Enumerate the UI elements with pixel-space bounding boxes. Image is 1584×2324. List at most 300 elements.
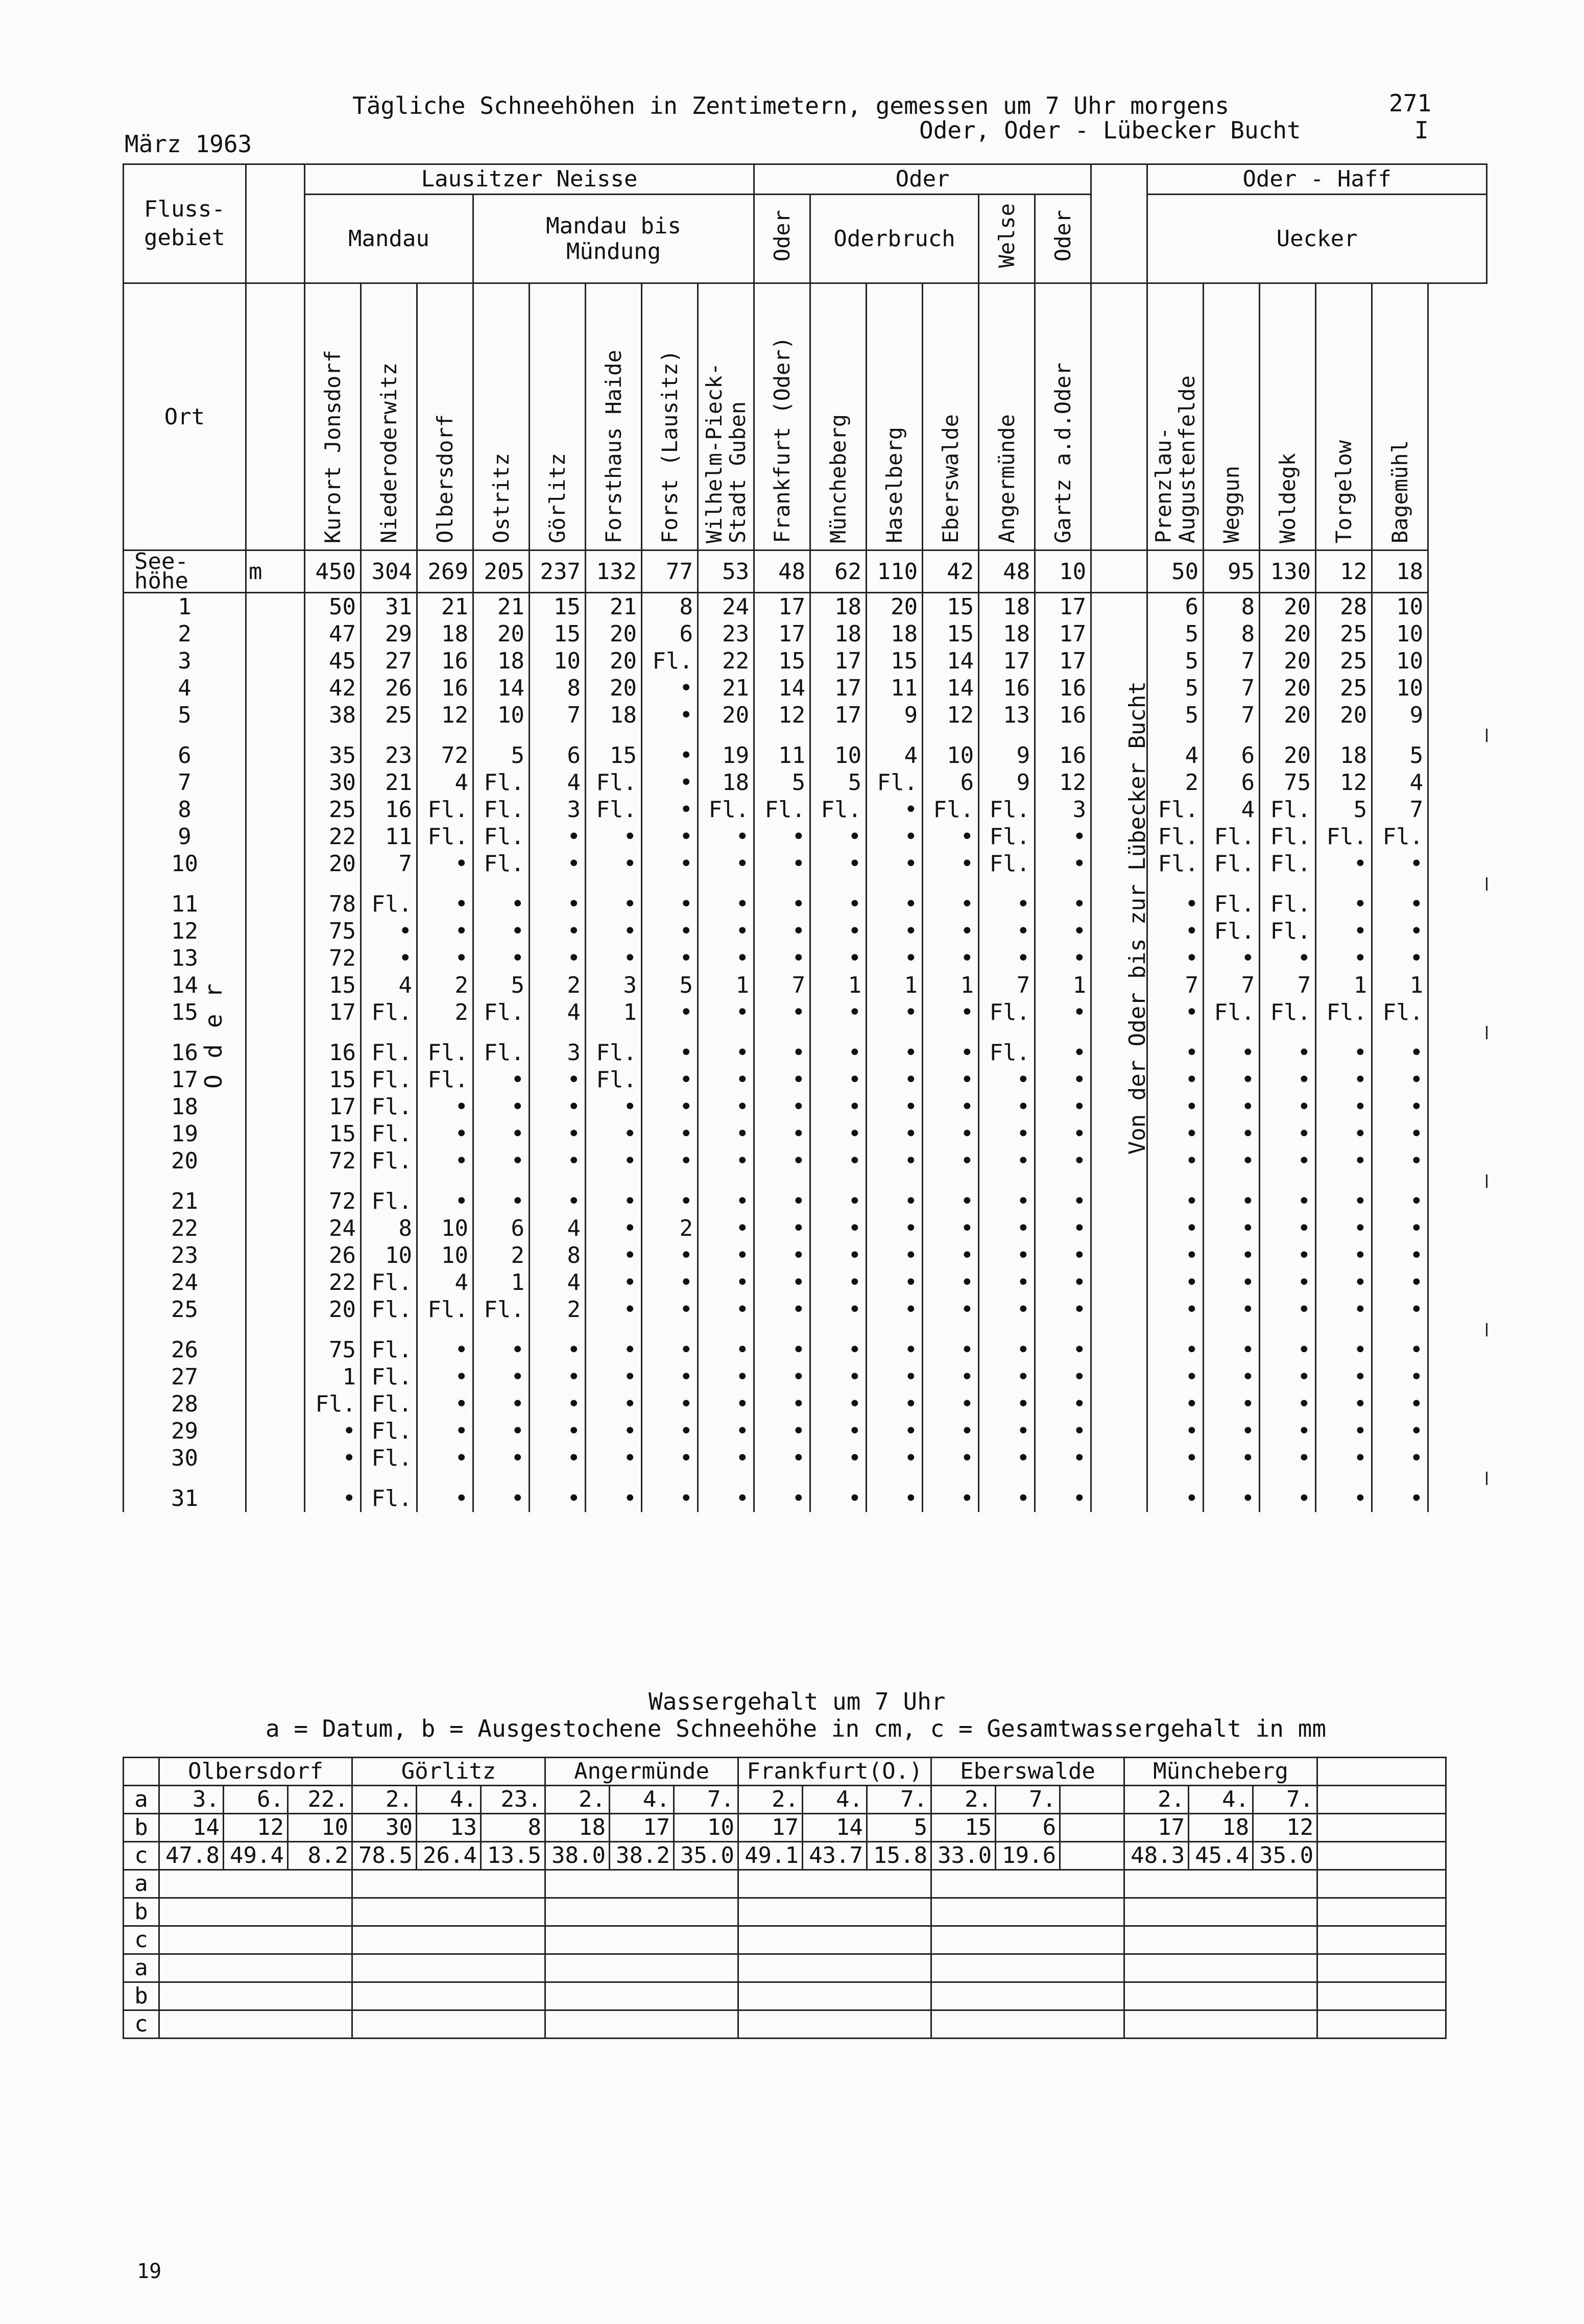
snow-depth-cell: 35 [305,742,361,769]
snow-depth-cell: • [642,675,698,702]
snow-depth-cell: Fl. [417,796,473,823]
snow-depth-cell: 47 [305,620,361,648]
snow-depth-cell: • [530,1485,586,1512]
snow-depth-cell: • [1372,945,1428,972]
day-number: 14 [124,972,246,999]
snow-depth-cell: • [642,1066,698,1093]
snow-depth-cell: • [417,1336,473,1363]
snow-depth-cell: Fl. [361,1147,417,1175]
water-empty-cell [738,1926,931,1954]
station-header [867,283,923,550]
snow-depth-cell: Fl. [1147,850,1204,877]
water-empty-cell [159,1954,352,1982]
day-row [124,945,1487,972]
snow-depth-cell: • [923,1485,979,1512]
water-station-name: Müncheberg [1124,1758,1317,1786]
snow-depth-cell: 72 [305,945,361,972]
snow-depth-cell: • [1035,1147,1091,1175]
day-row [124,796,1487,823]
snow-depth-cell: • [586,850,642,877]
snow-depth-cell: • [586,823,642,850]
snow-depth-cell: • [1372,1066,1428,1093]
snow-depth-cell: • [979,1391,1035,1418]
snow-depth-cell: Fl. [361,891,417,918]
snow-depth-cell: 17 [754,593,810,621]
water-empty-cell [738,1870,931,1898]
snow-depth-cell: • [923,1242,979,1269]
snow-depth-cell: • [923,1120,979,1147]
snow-depth-cell: • [1035,1242,1091,1269]
snow-depth-cell: • [473,1418,530,1445]
snow-depth-cell: • [530,918,586,945]
snow-depth-cell: • [1316,918,1372,945]
snow-depth-cell: • [642,1147,698,1175]
snow-depth-cell: • [1204,1066,1260,1093]
station-header [305,283,361,550]
snow-depth-cell: 14 [923,675,979,702]
snow-depth-cell: • [698,1093,754,1120]
snow-depth-cell: 17 [1035,593,1091,621]
water-value-cell: 7. [1253,1786,1317,1814]
day-row [124,1336,1487,1363]
snow-depth-cell: 1 [1372,972,1428,999]
water-value-cell: 7. [867,1786,931,1814]
water-value-cell: 2. [352,1786,417,1814]
snow-depth-cell: • [867,1188,923,1215]
station-height: 42 [923,550,979,593]
snow-depth-cell: 2 [417,972,473,999]
day-number: 3 [124,648,246,675]
snow-depth-cell: 25 [1316,620,1372,648]
snow-depth-cell: • [1372,1039,1428,1066]
snow-depth-cell: Fl. [1316,999,1372,1026]
snow-depth-cell: • [417,1418,473,1445]
snow-depth-cell: • [1260,1215,1316,1242]
station-height: 269 [417,550,473,593]
snow-depth-cell: • [1260,945,1316,972]
snow-depth-cell: 7 [979,972,1035,999]
snow-depth-cell: • [979,1215,1035,1242]
snow-depth-cell: 4 [530,999,586,1026]
snow-depth-cell: • [1147,945,1204,972]
snow-depth-cell: • [754,1485,810,1512]
snow-depth-cell: 5 [473,972,530,999]
snow-depth-cell: • [530,1391,586,1418]
snow-depth-cell: 1 [1035,972,1091,999]
snow-depth-cell: Fl. [1147,796,1204,823]
water-value-cell: 23. [481,1786,545,1814]
day-row [124,1363,1487,1391]
snow-depth-cell: • [1147,999,1204,1026]
day-number: 22 [124,1215,246,1242]
snow-depth-cell: 6 [642,620,698,648]
snow-depth-cell: • [1147,1445,1204,1472]
snow-depth-cell: 21 [586,593,642,621]
snow-depth-cell: 4 [1147,742,1204,769]
snow-depth-cell: • [586,1418,642,1445]
snow-depth-cell: • [698,1418,754,1445]
snow-depth-cell: Fl. [1260,999,1316,1026]
snow-depth-cell: • [473,1066,530,1093]
water-empty-cell [352,1870,545,1898]
snow-depth-cell: • [979,1363,1035,1391]
snow-depth-cell: • [586,1188,642,1215]
snow-depth-cell: 18 [586,702,642,729]
water-value-cell: 6. [224,1786,288,1814]
day-number: 20 [124,1147,246,1175]
water-row-label: a [124,1954,159,1982]
snow-depth-cell: • [1316,1418,1372,1445]
water-empty-cell [159,1926,352,1954]
snow-depth-cell: 4 [417,769,473,796]
day-number: 25 [124,1296,246,1323]
snow-depth-cell: 21 [473,593,530,621]
water-value-cell: 12 [224,1814,288,1842]
day-row [124,823,1487,850]
snow-depth-cell: Fl. [305,1391,361,1418]
snow-depth-cell: Fl. [473,769,530,796]
snow-depth-cell: Fl. [473,823,530,850]
snow-depth-cell: • [1316,891,1372,918]
snow-depth-cell: 5 [1147,702,1204,729]
snow-depth-cell: 1 [1316,972,1372,999]
water-row-label: a [124,1870,159,1898]
snow-depth-cell: 17 [810,648,867,675]
water-station-name: Frankfurt(O.) [738,1758,931,1786]
snow-depth-cell: • [530,1336,586,1363]
snow-depth-cell: • [642,918,698,945]
snow-depth-cell: 23 [698,620,754,648]
snow-depth-cell: • [1372,918,1428,945]
water-value-cell: 10 [674,1814,738,1842]
day-row [124,1296,1487,1323]
snow-depth-cell: • [473,1147,530,1175]
snow-depth-cell: • [1372,1485,1428,1512]
snow-depth-cell: • [1035,1066,1091,1093]
snow-depth-cell: Fl. [361,1188,417,1215]
snow-depth-cell: 16 [417,675,473,702]
station-height: 50 [1147,550,1204,593]
snow-depth-cell: • [1035,1418,1091,1445]
water-station-name: Görlitz [352,1758,545,1786]
snow-depth-cell: • [1204,1485,1260,1512]
snow-depth-cell: • [642,1336,698,1363]
day-row [124,1391,1487,1418]
snow-depth-cell: • [642,796,698,823]
snow-depth-cell: • [754,1188,810,1215]
snow-depth-cell: • [586,945,642,972]
day-number: 30 [124,1445,246,1472]
snow-depth-cell: • [1316,1242,1372,1269]
station-height: 95 [1204,550,1260,593]
station-header [1035,283,1091,550]
water-value-cell: 7. [674,1786,738,1814]
snow-depth-cell: • [1147,891,1204,918]
snow-depth-cell: 18 [867,620,923,648]
water-value-cell: 2. [1124,1786,1189,1814]
snow-depth-cell: • [867,850,923,877]
snow-depth-cell: Fl. [586,1039,642,1066]
water-value-cell [1060,1786,1124,1814]
day-number: 27 [124,1363,246,1391]
day-row [124,593,1487,621]
snow-depth-cell: 15 [923,593,979,621]
snow-depth-cell: 72 [417,742,473,769]
snow-depth-cell: Fl. [361,1445,417,1472]
snow-depth-cell: • [867,1445,923,1472]
snow-depth-cell: • [417,1147,473,1175]
water-value-cell: 48.3 [1124,1842,1189,1870]
snow-depth-cell: • [642,1485,698,1512]
day-number: 21 [124,1188,246,1215]
snow-depth-cell: • [1204,1445,1260,1472]
snow-depth-cell: • [1372,1120,1428,1147]
snow-depth-cell: 21 [698,675,754,702]
snow-depth-cell: • [754,999,810,1026]
snow-depth-cell: 6 [1204,742,1260,769]
snow-depth-cell: 10 [1372,648,1428,675]
snow-depth-cell: 3 [530,1039,586,1066]
snow-depth-cell: Fl. [979,850,1035,877]
snow-depth-cell: 14 [473,675,530,702]
snow-depth-cell: • [473,918,530,945]
snow-depth-cell: • [923,1093,979,1120]
snow-depth-cell: 5 [810,769,867,796]
snow-depth-cell: • [867,1242,923,1269]
snow-depth-cell: • [642,1188,698,1215]
day-row [124,1418,1487,1445]
snow-depth-cell: 6 [473,1215,530,1242]
snow-depth-cell: • [1260,1336,1316,1363]
snow-depth-cell: 22 [305,1269,361,1296]
snow-depth-cell: • [698,1391,754,1418]
water-value-cell: 22. [288,1786,352,1814]
snow-depth-cell: • [810,823,867,850]
day-number: 2 [124,620,246,648]
snow-depth-cell: 18 [473,648,530,675]
water-value-cell: 33.0 [931,1842,996,1870]
water-row-label: a [124,1786,159,1814]
snow-depth-cell: 4 [530,769,586,796]
day-number: 26 [124,1336,246,1363]
snow-depth-cell: 20 [1260,675,1316,702]
snow-depth-cell: • [1316,945,1372,972]
snow-depth-cell: 20 [1260,620,1316,648]
station-height: 10 [1035,550,1091,593]
snow-depth-cell: • [810,1336,867,1363]
snow-depth-cell: • [473,1363,530,1391]
ort-label: Ort [124,283,246,550]
water-value-cell: 17 [610,1814,674,1842]
snow-depth-cell: • [642,702,698,729]
water-empty-cell [159,1870,352,1898]
snow-depth-cell: • [586,1093,642,1120]
snow-depth-cell: Fl. [473,850,530,877]
water-row-label: b [124,1814,159,1842]
snow-depth-cell: 4 [1204,796,1260,823]
snow-depth-cell: Fl. [1204,999,1260,1026]
snow-depth-cell: Fl. [361,1336,417,1363]
snow-depth-cell: 25 [305,796,361,823]
snow-depth-cell: Fl. [1260,891,1316,918]
water-empty-cell [1124,1982,1317,2010]
snow-depth-cell: • [754,1269,810,1296]
snow-depth-cell: 12 [923,702,979,729]
page-subtitle: Oder, Oder - Lübecker Bucht [919,116,1301,144]
water-value-cell [1060,1842,1124,1870]
snow-depth-cell: • [923,1066,979,1093]
snow-depth-cell: 8 [530,675,586,702]
snow-depth-cell: 10 [530,648,586,675]
snow-depth-cell: 9 [867,702,923,729]
snow-depth-cell: Fl. [979,999,1035,1026]
snow-depth-cell: 8 [361,1215,417,1242]
station-height: 62 [810,550,867,593]
snow-depth-cell: • [1035,1336,1091,1363]
water-empty-cell [931,2010,1124,2039]
water-value-cell: 6 [996,1814,1060,1842]
snow-depth-cell: • [586,891,642,918]
snow-depth-cell: 16 [1035,702,1091,729]
snow-depth-cell: • [923,1215,979,1242]
station-header [979,283,1035,550]
day-row [124,891,1487,918]
snow-depth-cell: • [754,1336,810,1363]
snow-depth-cell: • [1372,1391,1428,1418]
water-legend: a = Datum, b = Ausgestochene Schneehöhe in cm, c = Gesamtwassergehalt in mm [266,1715,1327,1742]
page-title: Tägliche Schneehöhen in Zentimetern, gemessen um 7 Uhr morgens [352,92,1230,119]
water-empty-cell [1124,1870,1317,1898]
snow-depth-cell: • [642,891,698,918]
snow-depth-cell: • [530,1093,586,1120]
station-name: Haselberg [881,427,907,543]
water-empty-cell [931,1870,1124,1898]
water-value-cell: 14 [159,1814,224,1842]
snow-depth-cell: • [867,823,923,850]
water-empty-cell [545,1870,738,1898]
snow-depth-cell: 24 [305,1215,361,1242]
water-row-label: c [124,1926,159,1954]
snow-depth-cell: • [1260,1188,1316,1215]
snow-depth-cell: • [754,1418,810,1445]
snow-depth-cell: • [642,1269,698,1296]
station-height: 18 [1372,550,1428,593]
water-empty-cell [545,1926,738,1954]
water-value-cell: 26.4 [417,1842,481,1870]
day-row [124,769,1487,796]
snow-depth-cell: • [979,1093,1035,1120]
snow-depth-cell: 18 [698,769,754,796]
snow-depth-cell: 14 [923,648,979,675]
snow-depth-cell: • [698,1039,754,1066]
snow-depth-cell: • [1204,1391,1260,1418]
snow-depth-cell: • [754,1215,810,1242]
snow-depth-cell: • [1372,891,1428,918]
group-oder: Oder [754,164,1091,195]
snow-depth-cell: 10 [923,742,979,769]
snow-depth-cell: 7 [1260,972,1316,999]
snow-depth-cell: 15 [923,620,979,648]
snow-depth-cell: Fl. [979,1039,1035,1066]
snow-depth-cell: • [530,891,586,918]
snow-depth-cell: 26 [361,675,417,702]
snow-depth-cell: Fl. [586,769,642,796]
vertical-note: Von der Oder bis zur Lübecker Bucht [1124,681,1150,1155]
snow-depth-cell: • [979,1336,1035,1363]
snow-depth-cell: 4 [530,1215,586,1242]
water-title: Wassergehalt um 7 Uhr [649,1688,946,1715]
station-name: Gartz a.d.Oder [1050,362,1075,543]
snow-depth-cell: 11 [361,823,417,850]
snow-depth-cell: 8 [530,1242,586,1269]
snow-depth-cell: • [698,1188,754,1215]
snow-depth-cell: • [473,945,530,972]
snow-depth-cell: • [473,1336,530,1363]
snow-depth-cell: • [810,1269,867,1296]
snow-depth-cell: 10 [417,1215,473,1242]
snow-depth-cell: • [1147,1336,1204,1363]
snow-depth-cell: • [473,1391,530,1418]
snow-depth-cell: Fl. [361,1120,417,1147]
snow-depth-cell: 15 [305,1066,361,1093]
snow-depth-cell: Fl. [1260,796,1316,823]
snow-depth-cell: • [698,891,754,918]
snow-depth-cell: • [417,891,473,918]
snow-depth-cell: • [530,1120,586,1147]
water-empty-cell [352,1898,545,1926]
station-header [1372,283,1428,550]
water-content-table [123,1757,1447,2039]
day-row [124,1269,1487,1296]
station-header [642,283,698,550]
snow-depth-cell: 9 [979,769,1035,796]
month-label: März 1963 [125,130,252,158]
station-name: Woldegk [1275,452,1300,543]
snow-depth-cell: • [810,850,867,877]
subgroup-uecker: Uecker [1147,195,1487,283]
snow-depth-cell: Fl. [361,1418,417,1445]
snow-depth-cell: • [1372,1215,1428,1242]
day-number: 1 [124,593,246,621]
day-row [124,1147,1487,1175]
snow-depth-cell: Fl. [1204,823,1260,850]
snow-depth-cell: • [586,1445,642,1472]
snow-depth-cell: • [867,999,923,1026]
snow-depth-cell: • [1147,1215,1204,1242]
snow-depth-cell: • [417,1363,473,1391]
snow-depth-cell: 17 [305,1093,361,1120]
snow-depth-cell: 27 [361,648,417,675]
snow-depth-cell: 20 [586,648,642,675]
water-empty-cell [545,1954,738,1982]
snow-depth-cell: 17 [810,702,867,729]
snow-depth-cell: 13 [979,702,1035,729]
snow-depth-cell: • [754,1296,810,1323]
snow-depth-cell: 25 [361,702,417,729]
snow-depth-cell: • [1035,1269,1091,1296]
snow-depth-cell: • [305,1445,361,1472]
water-row-label: b [124,1898,159,1926]
snow-depth-cell: • [1372,1296,1428,1323]
snow-depth-cell: • [1372,1188,1428,1215]
flussgebiet-label: Fluss- gebiet [124,164,246,283]
snow-depth-cell: Fl. [1260,850,1316,877]
water-row-label: b [124,1982,159,2010]
water-empty-cell [352,1926,545,1954]
snow-depth-cell: Fl. [1204,850,1260,877]
water-value-cell: 10 [288,1814,352,1842]
snow-depth-cell: • [1204,1188,1260,1215]
